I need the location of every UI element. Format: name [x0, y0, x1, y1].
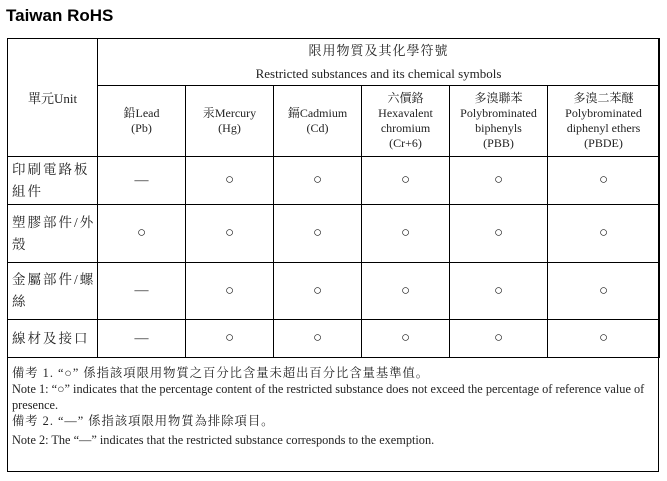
cell-value: ○ [362, 205, 450, 263]
notes-section [12, 365, 662, 448]
column-symbol: (PBDE) [584, 136, 623, 150]
cell-value: ○ [98, 205, 186, 263]
cell-value: ○ [274, 320, 362, 358]
column-name: 鎘Cadmium [287, 106, 348, 120]
column-name-cn: 多溴聯苯 [474, 91, 523, 105]
row-label: 塑膠部件/外殼 [8, 205, 98, 263]
cell-value: ○ [362, 157, 450, 205]
cell-value: ○ [548, 320, 660, 358]
column-name: 鉛Lead [123, 106, 160, 120]
cell-value: ○ [450, 263, 548, 320]
cell-value: ○ [450, 205, 548, 263]
cell-value: — [98, 320, 186, 358]
note-2-cn: 備考 2. “—” 係指該項限用物質為排除項目。 [12, 414, 275, 428]
cell-value: ○ [186, 320, 274, 358]
column-symbol: (Cd) [306, 121, 329, 135]
cell-value: — [98, 263, 186, 320]
note-1-en: Note 1: “○” indicates that the percentage content of the restricted substance does not exceed the percentage of reference value of presence. [12, 382, 645, 412]
cell-value: ○ [548, 263, 660, 320]
column-name-cn: 多溴二苯醚 [573, 91, 634, 105]
column-name-en-2: chromium [380, 121, 431, 135]
group-header-en: Restricted substances and its chemical symbols [255, 66, 502, 81]
cell-value: ○ [186, 205, 274, 263]
column-name-en: Polybrominated [460, 106, 537, 120]
cell-value: ○ [450, 157, 548, 205]
column-name-en-2: biphenyls [475, 121, 522, 135]
note-2-en: Note 2: The “—” indicates that the restricted substance corresponds to the exemption. [12, 433, 435, 447]
column-symbol: (PBB) [483, 136, 514, 150]
cell-value: ○ [362, 320, 450, 358]
cell-value: ○ [186, 157, 274, 205]
cell-value: ○ [274, 205, 362, 263]
group-header-cn: 限用物質及其化學符號 [308, 43, 449, 58]
row-label: 金屬部件/螺絲 [8, 263, 98, 320]
cell-value: ○ [548, 157, 660, 205]
unit-label: 單元Unit [27, 90, 78, 106]
cell-value: ○ [274, 263, 362, 320]
page-title: Taiwan RoHS [6, 6, 114, 25]
column-name-cn: 六價鉻 [387, 91, 424, 105]
column-symbol: (Pb) [131, 121, 152, 135]
cell-value: ○ [362, 263, 450, 320]
cell-value: ○ [450, 320, 548, 358]
column-name-en: Polybrominated [565, 106, 642, 120]
cell-value: ○ [274, 157, 362, 205]
row-label: 線材及接口 [8, 320, 98, 358]
column-name-en-2: diphenyl ethers [566, 121, 641, 135]
column-name-en: Hexavalent [378, 106, 433, 120]
column-symbol: (Hg) [218, 121, 241, 135]
row-label: 印刷電路板組件 [8, 157, 98, 205]
cell-value: ○ [186, 263, 274, 320]
note-1-cn: 備考 1. “○” 係指該項限用物質之百分比含量未超出百分比含量基準值。 [12, 366, 430, 380]
cell-value: ○ [548, 205, 660, 263]
column-name: 汞Mercury [202, 106, 257, 120]
cell-value: — [98, 157, 186, 205]
column-symbol: (Cr+6) [389, 136, 422, 150]
